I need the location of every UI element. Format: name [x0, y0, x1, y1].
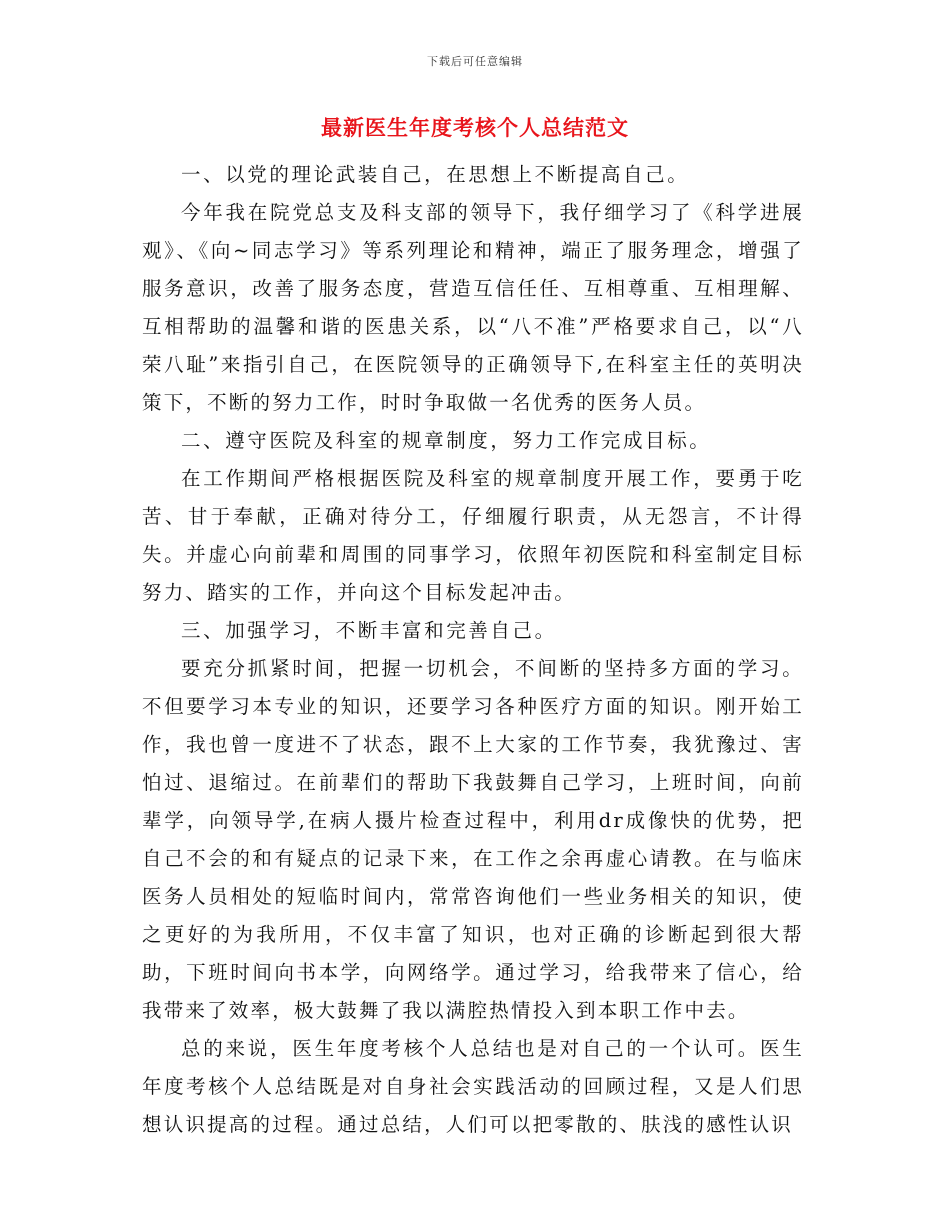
document-body [142, 156, 804, 1144]
section-heading-2: 二、遵守医院及科室的规章制度，努力工作完成目标。 [181, 429, 712, 452]
header-note: 下载后可任意编辑 [427, 55, 523, 68]
section-heading-3: 三、加强学习，不断丰富和完善自己。 [181, 619, 557, 642]
document-title: 最新医生年度考核个人总结范文 [321, 116, 629, 140]
paragraph-2: 在工作期间严格根据医院及科室的规章制度开展工作，要勇于吃苦、甘于奉献，正确对待分工，仔细履行职责，从无怨言，不计得失。并虚心向前辈和周围的同事学习，依照年初医院和科室制定目标努力、踏实的工作，并向这个目标发起冲击。 [142, 467, 804, 604]
paragraph-3: 要充分抓紧时间，把握一切机会，不间断的坚持多方面的学习。不但要学习本专业的知识，还要学习各种医疗方面的知识。刚开始工作，我也曾一度进不了状态，跟不上大家的工作节奏，我犹豫过、害怕过、退缩过。在前辈们的帮助下我鼓舞自己学习，上班时间，向前辈学，向领导学,在病人摄片检查过程中，利用dr成像快的优势，把自己不会的和有疑点的记录下来，在工作之余再虚心请教。在与临床医务人员相处的短临时间内，常常咨询他们一些业务相关的知识，使之更好的为我所用，不仅丰富了知识，也对正确的诊断起到很大帮助，下班时间向书本学，向网络学。通过学习，给我带来了信心，给我带来了效率，极大鼓舞了我以满腔热情投入到本职工作中去。 [142, 657, 804, 1022]
paragraph-4: 总的来说，医生年度考核个人总结也是对自己的一个认可。医生年度考核个人总结既是对自身社会实践活动的回顾过程，又是人们思想认识提高的过程。通过总结，人们可以把零散的、肤浅的感性认识 [142, 1037, 804, 1136]
section-heading-1: 一、以党的理论武装自己，在思想上不断提高自己。 [181, 163, 690, 186]
paragraph-1: 今年我在院党总支及科支部的领导下，我仔细学习了《科学进展观》、《向~同志学习》等系列理论和精神，端正了服务理念，增强了服务意识，改善了服务态度，营造互信任任、互相尊重、互相理解、互相帮助的温馨和谐的医患关系，以“八不准”严格要求自己，以“八荣八耻”来指引自己，在医院领导的正确领导下,在科室主任的英明决策下，不断的努力工作，时时争取做一名优秀的医务人员。 [142, 201, 804, 414]
